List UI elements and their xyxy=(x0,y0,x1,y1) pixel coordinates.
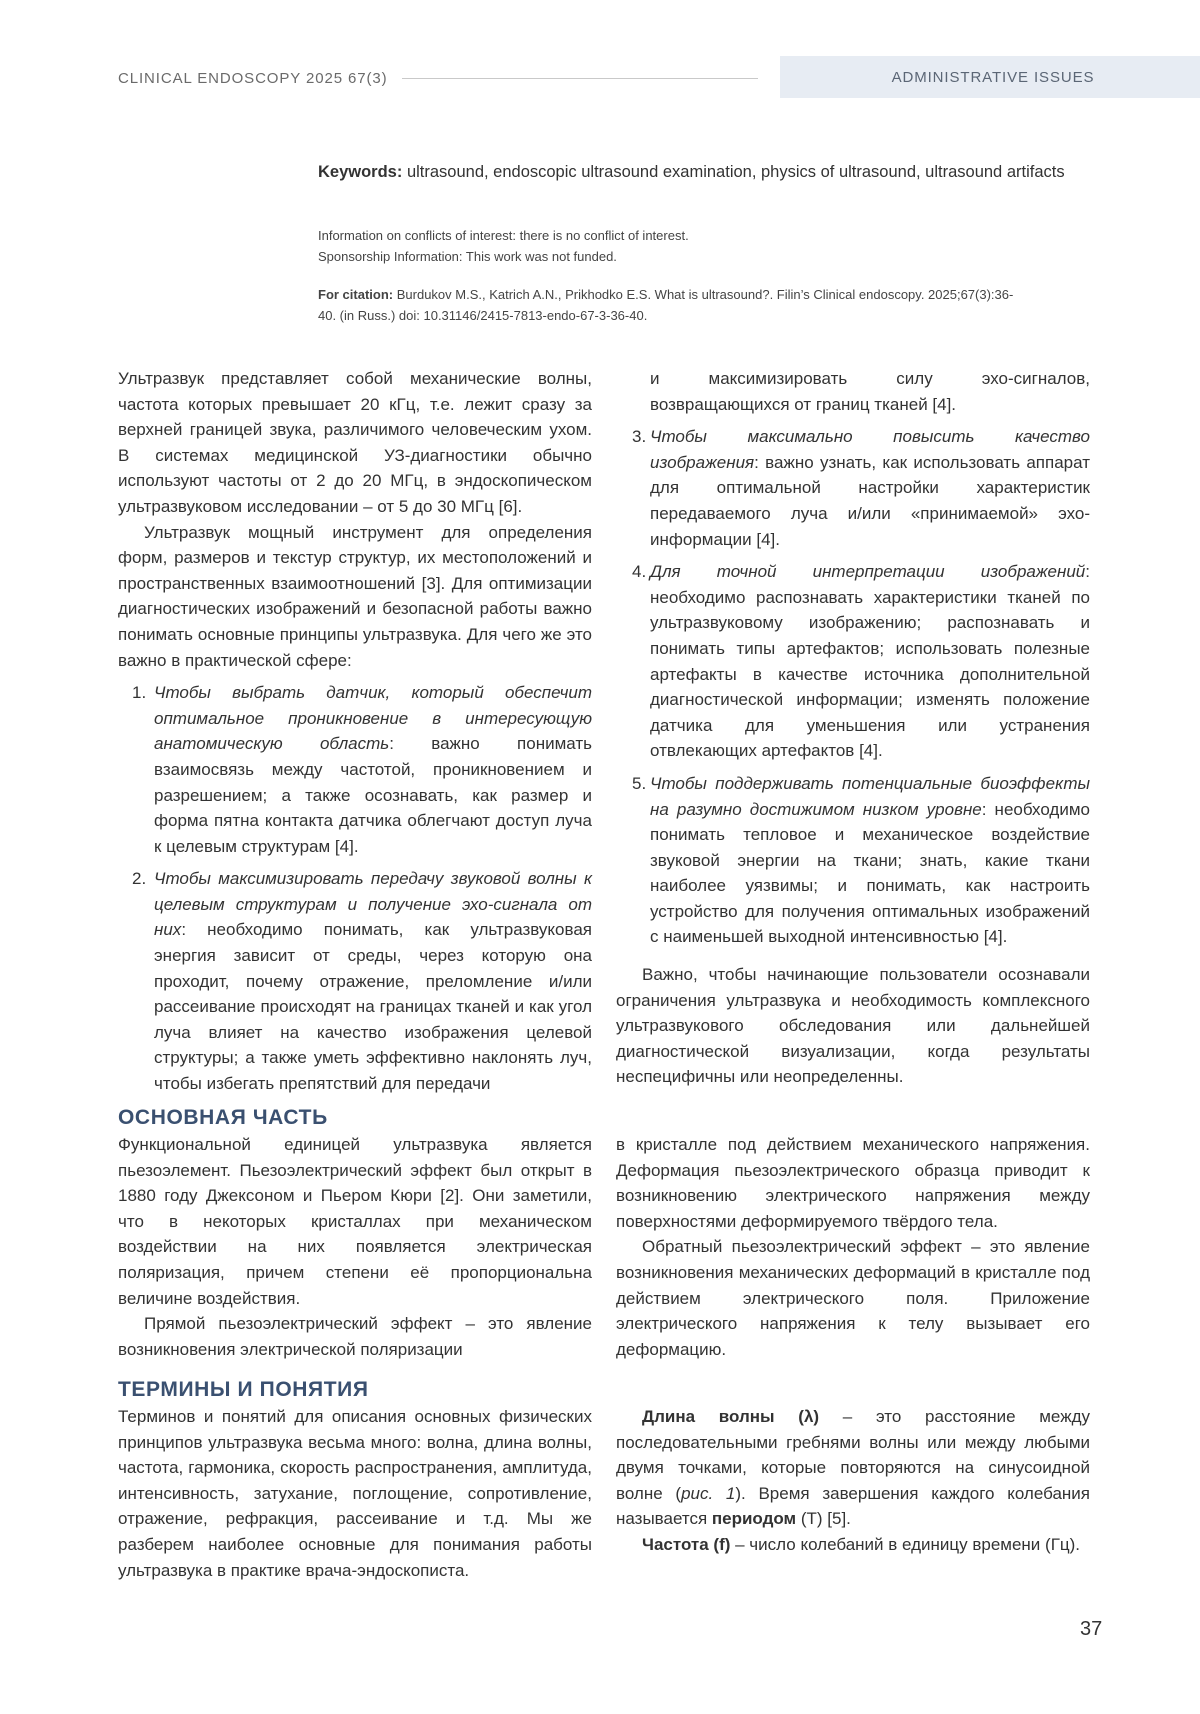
list-item: 2. Чтобы максимизировать передачу звуковой волны к целевым структурам и получение эхо-сигнала от них: необходимо понимать, как ультразвуковая энергия зависит от среды, через которую она проходит, почему отражение, преломление и/или рассеивание происходят на границах тканей и как угол луча влияет на качество изображения целевой структуры; а также уметь эффективно наклонять луч, чтобы избегать препятствий для передачи xyxy=(132,869,592,1094)
terms-paragraph-1: Терминов и понятий для описания основных физических принципов ультразвука весьма много: волна, длина волны, частота, гармоника, скорость распространения, амплитуда, интенсивность, затухание, поглощение, сопротивление, отражение, рефракция, рассеивание и т.д. Мы же разберем наиболее основные для понимания работы ультразвука в практике врача-эндоскописта. xyxy=(118,1407,592,1580)
section-tab xyxy=(780,56,1200,98)
main-right-column xyxy=(616,1132,1090,1362)
sponsorship-line: Sponsorship Information: This work was not funded. xyxy=(318,249,617,264)
intro-closing-paragraph: Важно, чтобы начинающие пользователи осознавали ограничения ультразвука и необходимость комплексного ультразвукового обследования или дальнейшей диагностической визуализации, когда результаты неспецифичны или неопределенны. xyxy=(616,965,1090,1087)
keywords-text: ultrasound, endoscopic ultrasound examination, physics of ultrasound, ultrasound artifacts xyxy=(406,163,1065,181)
list-item: 3. Чтобы максимально повысить качество изображения: важно узнать, как использовать аппарат для оптимальной настройки характеристик передаваемого луча и/или «принимаемой» эхо-информации [4]. xyxy=(632,427,1090,549)
intro-paragraph-2: Ультразвук мощный инструмент для определения форм, размеров и текстур структур, их местоположений и пространственных взаимоотношений [3]. Для оптимизации диагностических изображений и безопасной работы важно понимать основные принципы ультразвука. Для чего же это важно в практической сфере: xyxy=(118,522,592,670)
purpose-list xyxy=(118,680,592,1097)
keywords-label: Keywords: xyxy=(318,163,403,181)
main-left-column xyxy=(118,1132,592,1362)
intro-right-column xyxy=(616,366,1090,1090)
keywords xyxy=(318,160,1098,185)
page-number: 37 xyxy=(1080,1618,1103,1640)
intro-left-column xyxy=(118,366,592,1097)
purpose-list-continued xyxy=(616,366,1090,950)
main-paragraph-2: Прямой пьезоэлектрический эффект – это явление возникновения электрической поляризации xyxy=(118,1314,592,1359)
citation xyxy=(318,284,1018,326)
main-paragraph-3: Обратный пьезоэлектрический эффект – это явление возникновения механических деформаций в кристалле под действием электрического поля. Приложение электрического напряжения к телу вызывает его деформацию. xyxy=(616,1237,1090,1359)
citation-text: Burdukov M.S., Katrich A.N., Prikhodko E.S. What is ultrasound?. Filin’s Clinical endoscopy. 2025;67(3):36-40. (in Russ.) doi: 10.31146/2415-7813-endo-67-3-36-40. xyxy=(318,287,1014,323)
terms-left-column xyxy=(118,1404,592,1583)
intro-paragraph-1: Ультразвук представляет собой механические волны, частота которых превышает 20 кГц, т.е. лежит сразу за верхней границей звука, различимого человеческим ухом. В системах медицинской УЗ-диагностики обычно используют частоты от 2 до 20 МГц, в эндоскопическом ультразвуковом исследовании – от 5 до 30 МГц [6]. xyxy=(118,369,592,516)
terms-right-column xyxy=(616,1404,1090,1558)
header-rule xyxy=(402,78,758,79)
list-item: 5. Чтобы поддерживать потенциальные биоэффекты на разумно достижимом низком уровне: необходимо понимать тепловое и механическое воздействие звуковой энергии на ткани; знать, какие ткани наиболее уязвимы; и понимать, как настроить устройство для получения оптимальных изображений с наименьшей выходной интенсивностью [4]. xyxy=(632,773,1090,947)
main-paragraph-1: Функциональной единицей ультразвука является пьезоэлемент. Пьезоэлектрический эффект был открыт в 1880 году Джексоном и Пьером Кюри [2]. Они заметили, что в некоторых кристаллах при механическом воздействии на них появляется электрическая поляризация, причем степени её пропорциональна величине воздействия. xyxy=(118,1135,592,1308)
wavelength-definition: Длина волны (λ) – это расстояние между последовательными гребнями волны или между любыми двумя точками, которые повторяются на синусоидной волне (рис. 1). Время завершения каждого колебания называется периодом (T) [5]. xyxy=(616,1407,1090,1529)
section-heading-terms: ТЕРМИНЫ И ПОНЯТИЯ xyxy=(118,1378,369,1401)
citation-label: For citation: xyxy=(318,287,394,302)
frequency-definition: Частота (f) – число колебаний в единицу времени (Гц). xyxy=(642,1534,1081,1554)
conflicts-line: Information on conflicts of interest: there is no conflict of interest. xyxy=(318,228,689,243)
list-item: 4. Для точной интерпретации изображений: необходимо распознавать характеристики тканей по ультразвуковому изображению; распознавать и понимать типы артефактов; использовать полезные артефакты в качестве источника дополнительной диагностической информации; изменять положение датчика для уменьшения или устранения отвлекающих артефактов [4]. xyxy=(632,562,1090,761)
main-paragraph-2-continued: в кристалле под действием механического напряжения. Деформация пьезоэлектрического образца приводит к возникновению электрического напряжения между поверхностями деформируемого твёрдого тела. xyxy=(616,1135,1090,1231)
section-heading-main: ОСНОВНАЯ ЧАСТЬ xyxy=(118,1106,328,1129)
journal-name: CLINICAL ENDOSCOPY 2025 67(3) xyxy=(118,69,388,87)
section-label: ADMINISTRATIVE ISSUES xyxy=(891,68,1095,86)
conflict-info xyxy=(318,225,1098,267)
running-header xyxy=(118,66,758,90)
list-item: 1. Чтобы выбрать датчик, который обеспечит оптимальное проникновение в интересующую анатомическую область: важно понимать взаимосвязь между частотой, проникновением и разрешением; а также осознавать, как размер и форма пятна контакта датчика облегчают доступ луча к целевым структурам [4]. xyxy=(132,683,592,856)
list-item-continuation: и максимизировать силу эхо-сигналов, возвращающихся от границ тканей [4]. xyxy=(650,369,1090,414)
